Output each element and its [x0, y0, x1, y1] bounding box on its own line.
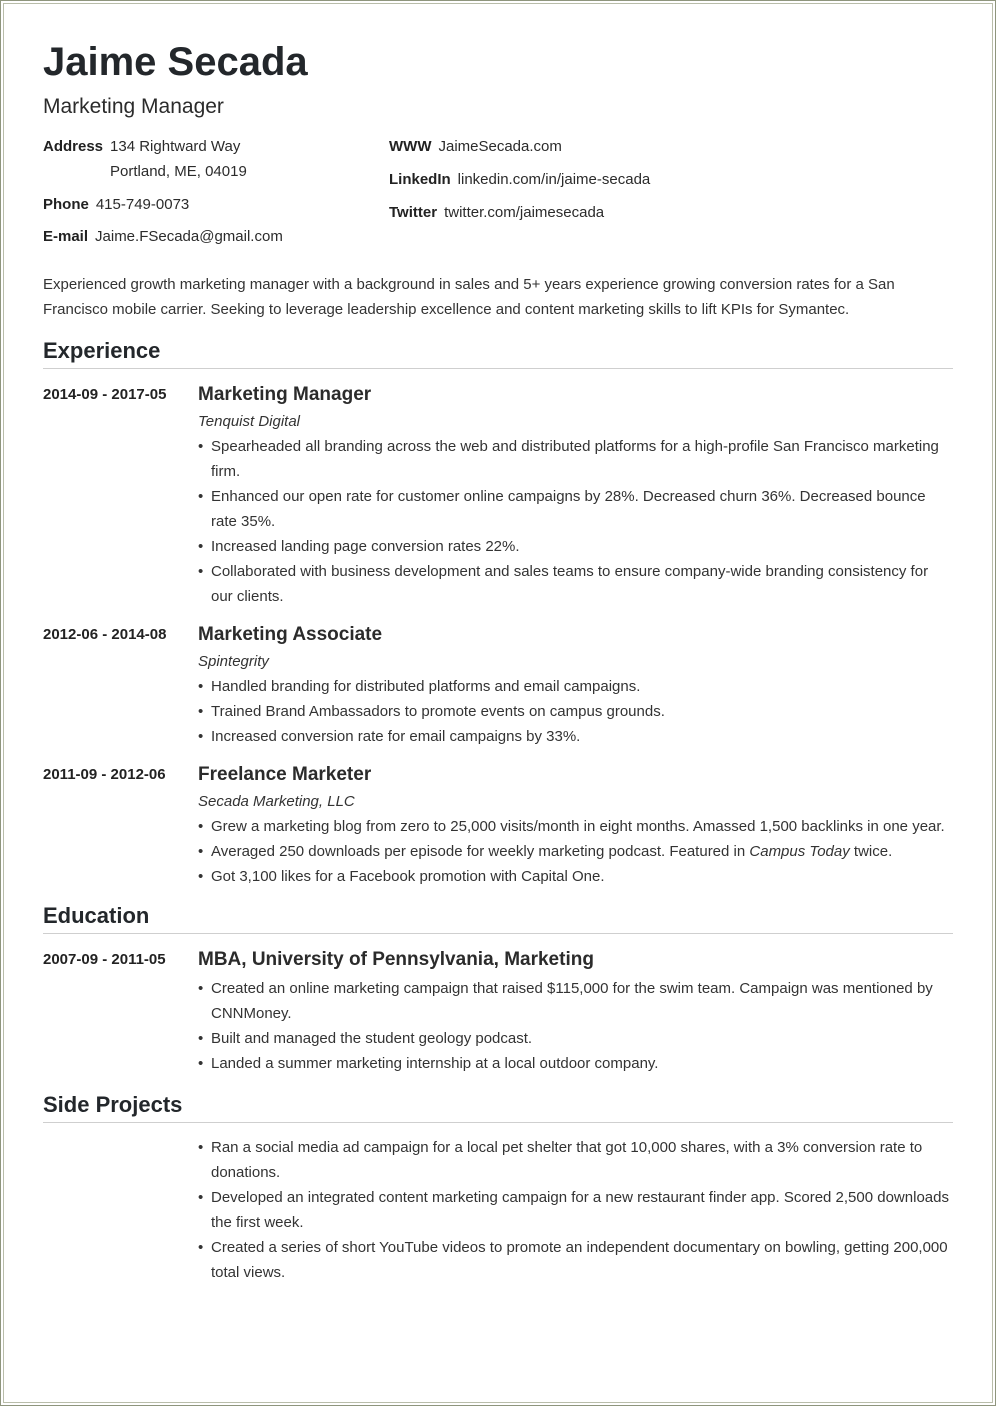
job-entry: [43, 623, 953, 749]
bullet-item: • Developed an integrated content marketing campaign for a new restaurant finder app. Scored 2,500 downloads the first week.: [198, 1185, 953, 1235]
www-link[interactable]: JaimeSecada.com: [438, 138, 562, 155]
job-company: Spintegrity: [198, 653, 269, 670]
bullet-item: • Increased conversion rate for email campaigns by 33%.: [198, 724, 953, 749]
bullet-item: • Built and managed the student geology podcast.: [198, 1026, 953, 1051]
contact-block: [43, 134, 953, 254]
job-company: Secada Marketing, LLC: [198, 793, 355, 810]
publication-name: Campus Today: [749, 843, 850, 860]
candidate-title: Marketing Manager: [43, 95, 224, 118]
bullet-item: [198, 839, 953, 864]
bullet-item: • Enhanced our open rate for customer online campaigns by 28%. Decreased churn 36%. Decreased bounce rate 35%.: [198, 484, 953, 534]
bullet-item: • Spearheaded all branding across the web and distributed platforms for a high-profile San Francisco marketing firm.: [198, 434, 953, 484]
contact-twitter: [389, 200, 604, 225]
contact-www: [389, 134, 562, 159]
twitter-link[interactable]: twitter.com/jaimesecada: [444, 204, 605, 221]
bullet-text: twice.: [849, 843, 893, 860]
contact-address: [43, 134, 247, 184]
summary-paragraph: Experienced growth marketing manager with a background in sales and 5+ years experience growing conversion rates for a San Francisco mobile carrier. Seeking to leverage leadership excellence and content marketing skills to lift KPIs for Symantec.: [43, 276, 895, 318]
email-link[interactable]: Jaime.FSecada@gmail.com: [95, 228, 283, 245]
side-projects-bullets: [198, 1135, 953, 1285]
phone-value: 415-749-0073: [95, 196, 190, 213]
side-projects-heading: Side Projects: [43, 1092, 953, 1123]
job-entry: [43, 383, 953, 609]
job-entry: [43, 763, 953, 889]
bullet-item: • Created an online marketing campaign that raised $115,000 for the swim team. Campaign was mentioned by CNNMoney.: [198, 976, 953, 1026]
bullet-item: • Got 3,100 likes for a Facebook promotion with Capital One.: [198, 864, 953, 889]
linkedin-label: LinkedIn: [389, 171, 451, 188]
job-dates: 2012-06 - 2014-08: [43, 626, 167, 643]
linkedin-link[interactable]: linkedin.com/in/jaime-secada: [457, 171, 651, 188]
job-dates: 2014-09 - 2017-05: [43, 386, 167, 403]
candidate-name: Jaime Secada: [43, 40, 308, 84]
bullet-item: • Created a series of short YouTube videos to promote an independent documentary on bowling, getting 200,000 total views.: [198, 1235, 953, 1285]
education-dates: 2007-09 - 2011-05: [43, 951, 166, 968]
job-bullets: [198, 674, 953, 749]
job-title: Marketing Manager: [198, 384, 372, 405]
bullet-item: • Increased landing page conversion rates 22%.: [198, 534, 953, 559]
job-company: Tenquist Digital: [198, 413, 301, 430]
bullet-item: • Handled branding for distributed platforms and email campaigns.: [198, 674, 953, 699]
address-line-1: 134 Rightward Way: [110, 138, 241, 155]
education-bullets: [198, 976, 953, 1076]
contact-phone: [43, 192, 189, 217]
education-heading: Education: [43, 903, 953, 934]
contact-linkedin: [389, 167, 650, 192]
experience-heading: Experience: [43, 338, 953, 369]
bullet-text: Averaged 250 downloads per episode for weekly marketing podcast. Featured in: [211, 843, 750, 860]
bullet-item: • Grew a marketing blog from zero to 25,000 visits/month in eight months. Amassed 1,500 backlinks in one year.: [198, 814, 953, 839]
phone-label: Phone: [43, 196, 89, 213]
address-label: Address: [43, 138, 104, 155]
job-bullets: [198, 814, 953, 889]
job-bullets: [198, 434, 953, 609]
email-label: E-mail: [43, 228, 89, 245]
resume-page: [43, 38, 953, 1285]
address-value: [110, 134, 247, 184]
job-title: Marketing Associate: [198, 624, 383, 645]
bullet-item: • Landed a summer marketing internship at a local outdoor company.: [198, 1051, 953, 1076]
side-projects-entry: [43, 1133, 953, 1285]
education-entry: [43, 948, 953, 1076]
contact-email: [43, 224, 283, 249]
side-projects-spacer: [43, 1133, 198, 1285]
bullet-item: • Trained Brand Ambassadors to promote events on campus grounds.: [198, 699, 953, 724]
www-label: WWW: [389, 138, 432, 155]
education-degree: MBA, University of Pennsylvania, Marketing: [198, 949, 594, 970]
job-title: Freelance Marketer: [198, 764, 372, 785]
twitter-label: Twitter: [389, 204, 438, 221]
job-dates: 2011-09 - 2012-06: [43, 766, 166, 783]
address-line-2: Portland, ME, 04019: [110, 163, 247, 180]
bullet-item: • Ran a social media ad campaign for a local pet shelter that got 10,000 shares, with a 3% conversion rate to donations.: [198, 1135, 953, 1185]
bullet-item: • Collaborated with business development and sales teams to ensure company-wide branding consistency for our clients.: [198, 559, 953, 609]
